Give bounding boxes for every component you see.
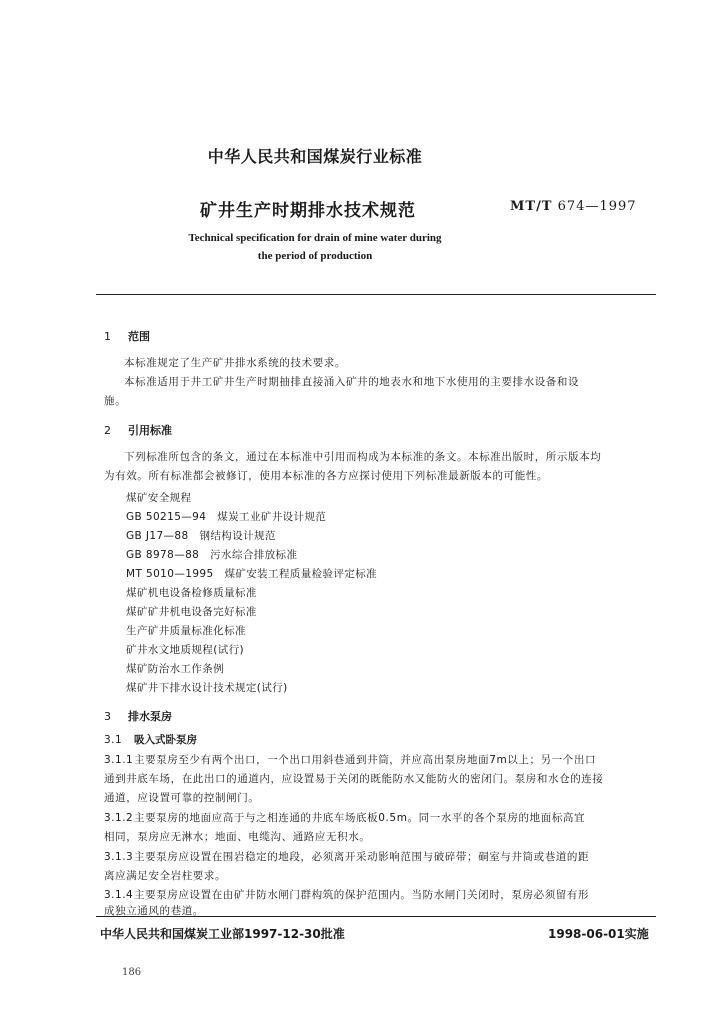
standard-code [510,199,637,214]
section-1-paragraph: 施。 [104,395,127,407]
clause-number: 3.1.3 [104,851,134,863]
section-title: 排水泵房 [128,710,172,723]
reference-item: 煤矿防治水工作条例 [126,663,225,675]
standard-code-number: 674—1997 [557,199,637,214]
clause-3-1-4-line [104,887,589,902]
clause-3-1-1-text: 通到井底车场，在此出口的通道内，应设置易于关闭的既能防水又能防火的密闭门。泵房和水仓的连接 [104,773,604,785]
english-title-line2: the period of production [257,250,373,262]
subsection-3-1-heading [104,732,197,747]
clause-number: 3.1.1 [104,754,134,766]
reference-item: 生产矿井质量标准化标准 [126,625,246,637]
standard-code-prefix: MT/T [510,199,553,214]
page-number: 186 [122,967,142,978]
clause-text: 主要泵房应设置在由矿井防水闸门群构筑的保护范围内。当防水闸门关闭时，泵房必须留有形 [134,889,590,901]
clause-text: 主要泵房的地面应高于与之相连通的井底车场底板0.5m。同一水平的各个泵房的地面标高宜 [134,812,586,824]
reference-item: GB 8978—88 污水综合排放标准 [126,549,298,561]
section-3-heading [104,708,172,724]
subsection-title: 吸入式卧泵房 [134,734,197,746]
section-1-paragraph: 本标准规定了生产矿井排水系统的技术要求。 [124,357,346,369]
english-title-line1: Technical specification for drain of mine water during [188,232,442,244]
reference-item: GB 50215—94 煤炭工业矿井设计规范 [126,511,327,523]
document-title: 矿井生产时期排水技术规范 [200,201,416,221]
clause-3-1-2-line [104,810,585,825]
clause-number: 3.1.4 [104,889,134,901]
reference-item: 矿井水文地质规程(试行) [126,644,244,656]
reference-item: 煤矿机电设备检修质量标准 [126,587,257,599]
clause-3-1-3-line [104,849,589,864]
section-title: 范围 [128,330,150,343]
reference-item: 煤矿井下排水设计技术规定(试行) [126,682,288,694]
clause-text: 主要泵房至少有两个出口，一个出口用斜巷通到井筒，并应高出泵房地面7m以上；另一个出口 [134,754,597,766]
clause-number: 3.1.2 [104,812,134,824]
section-2-paragraph: 下列标准所包含的条文，通过在本标准中引用而构成为本标准的条文。本标准出版时，所示版本均 [124,451,602,463]
approval-info: 中华人民共和国煤炭工业部1997-12-30批准 [100,927,345,941]
clause-3-1-1-line [104,752,596,767]
reference-item: MT 5010—1995 煤矿安装工程质量检验评定标准 [126,568,378,580]
section-2-heading [104,422,172,438]
clause-3-1-3-text: 离应满足安全岩柱要求。 [104,870,227,882]
effective-date: 1998-06-01实施 [548,927,649,941]
section-1-heading [104,328,150,344]
clause-3-1-1-text: 通道，应设置可靠的控制闸门。 [104,792,260,804]
clause-3-1-2-text: 相同，泵房应无淋水；地面、电缆沟、通路应无积水。 [104,831,371,843]
clause-3-1-4-text: 成独立通风的巷道。 [104,905,204,917]
section-number: 3 [104,710,111,723]
section-1-paragraph: 本标准适用于井工矿井生产时期抽排直接涌入矿井的地表水和地下水使用的主要排水设备和设 [124,376,580,388]
section-number: 2 [104,424,111,437]
subsection-number: 3.1 [104,734,123,746]
bottom-divider [96,916,656,917]
section-2-paragraph: 为有效。所有标准都会被修订，使用本标准的各方应探讨使用下列标准最新版本的可能性。 [104,470,548,482]
clause-text: 主要泵房应设置在围岩稳定的地段，必须离开采动影响范围与破碎带；硐室与井筒或巷道的距 [134,851,590,863]
section-number: 1 [104,330,111,343]
top-divider [96,294,656,295]
reference-item: 煤矿安全规程 [126,492,192,504]
industry-standard-heading: 中华人民共和国煤炭行业标准 [207,147,423,166]
reference-item: GB J17—88 钢结构设计规范 [126,530,276,542]
reference-item: 煤矿矿井机电设备完好标准 [126,606,257,618]
section-title: 引用标准 [128,424,172,437]
